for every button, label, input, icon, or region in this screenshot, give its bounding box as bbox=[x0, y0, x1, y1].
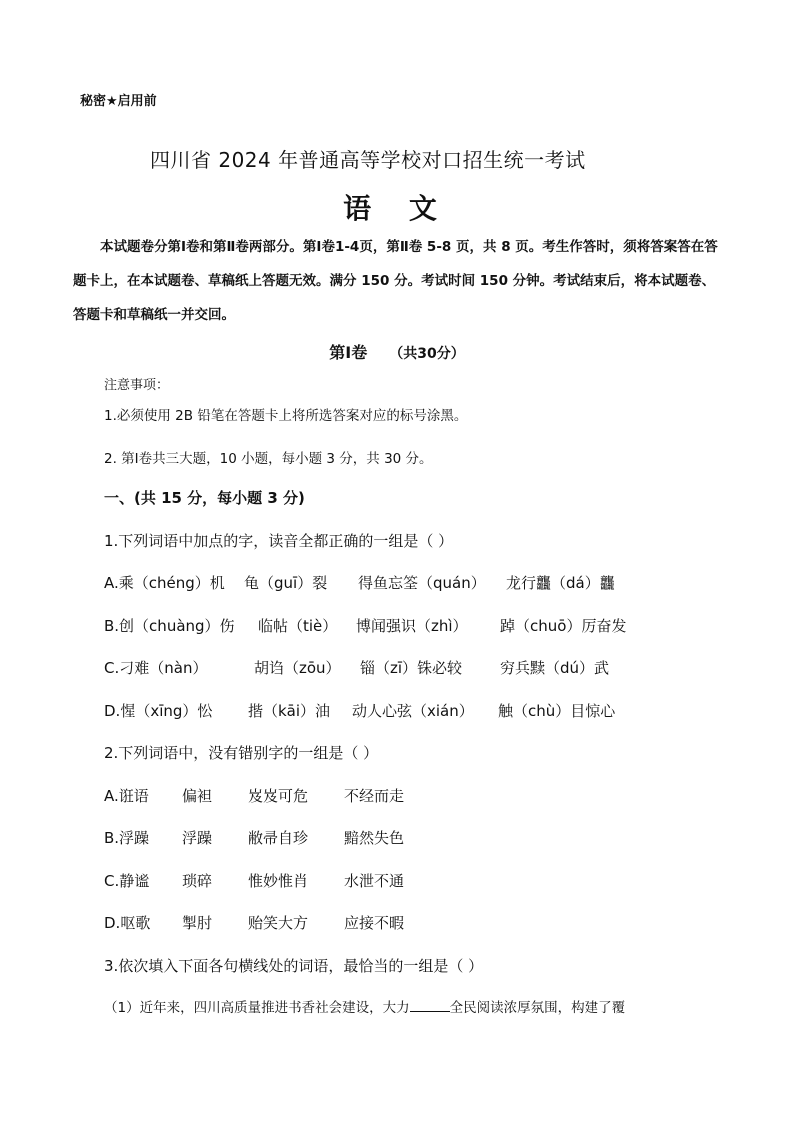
option-term: D.呕歌 bbox=[104, 914, 151, 932]
option-term: 岌岌可危 bbox=[248, 787, 309, 805]
option-term: 敝帚自珍 bbox=[248, 829, 309, 847]
option-term: 龙行龘（dá）龘 bbox=[506, 574, 615, 592]
option-term: 临帖（tiè） bbox=[258, 617, 338, 635]
option-term: C.静谧 bbox=[104, 872, 150, 890]
question-1-option-a bbox=[104, 572, 615, 593]
option-term: C.刁难（nàn） bbox=[104, 659, 208, 677]
subject-title: 语 文 bbox=[343, 192, 451, 225]
note-item: 2. 第Ⅰ卷共三大题，10 小题，每小题 3 分，共 30 分。 bbox=[104, 451, 433, 467]
option-term: 黯然失色 bbox=[344, 829, 405, 847]
option-term: 龟（guī）裂 bbox=[244, 574, 328, 592]
option-term: 惟妙惟肖 bbox=[248, 872, 309, 890]
question-2-option-c bbox=[104, 870, 404, 891]
option-term: 琐碎 bbox=[182, 872, 213, 890]
volume-points: （共30分） bbox=[389, 346, 465, 362]
option-term: 偏袒 bbox=[182, 787, 213, 805]
sentence-text: 全民阅读浓厚氛围，构建了覆 bbox=[449, 1000, 626, 1016]
option-term: 动人心弦（xián） bbox=[352, 702, 474, 720]
section-heading: 一、(共 15 分，每小题 3 分) bbox=[104, 489, 305, 507]
question-1-option-c bbox=[104, 657, 609, 678]
fill-blank bbox=[410, 999, 450, 1012]
sentence-text: （1）近年来，四川高质量推进书香社会建设，大力 bbox=[104, 1000, 410, 1016]
question-2-option-d bbox=[104, 912, 404, 933]
option-term: 博闻强识（zhì） bbox=[356, 617, 468, 635]
volume-heading bbox=[0, 340, 794, 363]
question-2-option-b bbox=[104, 827, 404, 848]
exam-title: 四川省 2024 年普通高等学校对口招生统一考试 bbox=[150, 148, 586, 172]
option-term: 掣肘 bbox=[182, 914, 213, 932]
question-2-option-a bbox=[104, 785, 404, 806]
option-term: 揩（kāi）油 bbox=[248, 702, 331, 720]
question-1-stem: 1.下列词语中加点的字，读音全都正确的一组是（ ） bbox=[104, 532, 454, 550]
exam-instructions: 本试题卷分第Ⅰ卷和第Ⅱ卷两部分。第Ⅰ卷1-4页，第Ⅱ卷 5-8 页，共 8 页。考生作答时，须将答案答在答题卡上，在本试题卷、草稿纸上答题无效。满分 150 分。考试时间 150 分钟。考试结束后，将本试题卷、答题卡和草稿纸一并交回。 bbox=[73, 239, 718, 323]
option-term: 胡诌（zōu） bbox=[254, 659, 341, 677]
note-item: 1.必须使用 2B 铅笔在答题卡上将所选答案对应的标号涂黑。 bbox=[104, 408, 468, 424]
question-2-stem: 2.下列词语中，没有错别字的一组是（ ） bbox=[104, 744, 379, 762]
option-term: 得鱼忘筌（quán） bbox=[358, 574, 486, 592]
option-term: 不经而走 bbox=[344, 787, 405, 805]
volume-title: 第Ⅰ卷 bbox=[329, 343, 368, 362]
option-term: A.乘（chéng）机 bbox=[104, 574, 225, 592]
option-term: 踔（chuō）厉奋发 bbox=[500, 617, 627, 635]
option-term: B.创（chuàng）伤 bbox=[104, 617, 235, 635]
question-3-stem: 3.依次填入下面各句横线处的词语，最恰当的一组是（ ） bbox=[104, 957, 484, 975]
option-term: 水泄不通 bbox=[344, 872, 405, 890]
notes-heading: 注意事项： bbox=[104, 378, 170, 393]
option-term: A.诳语 bbox=[104, 787, 149, 805]
option-term: 浮躁 bbox=[182, 829, 213, 847]
option-term: 锱（zī）铢必较 bbox=[360, 659, 463, 677]
option-term: 应接不暇 bbox=[344, 914, 405, 932]
question-1-option-d bbox=[104, 700, 615, 721]
question-1-option-b bbox=[104, 615, 626, 636]
option-term: B.浮躁 bbox=[104, 829, 150, 847]
option-term: D.惺（xīng）忪 bbox=[104, 702, 213, 720]
question-3-sentence-1 bbox=[104, 996, 625, 1016]
option-term: 触（chù）目惊心 bbox=[498, 702, 616, 720]
option-term: 贻笑大方 bbox=[248, 914, 309, 932]
option-term: 穷兵黩（dú）武 bbox=[500, 659, 610, 677]
secret-mark: 秘密★启用前 bbox=[80, 94, 157, 109]
